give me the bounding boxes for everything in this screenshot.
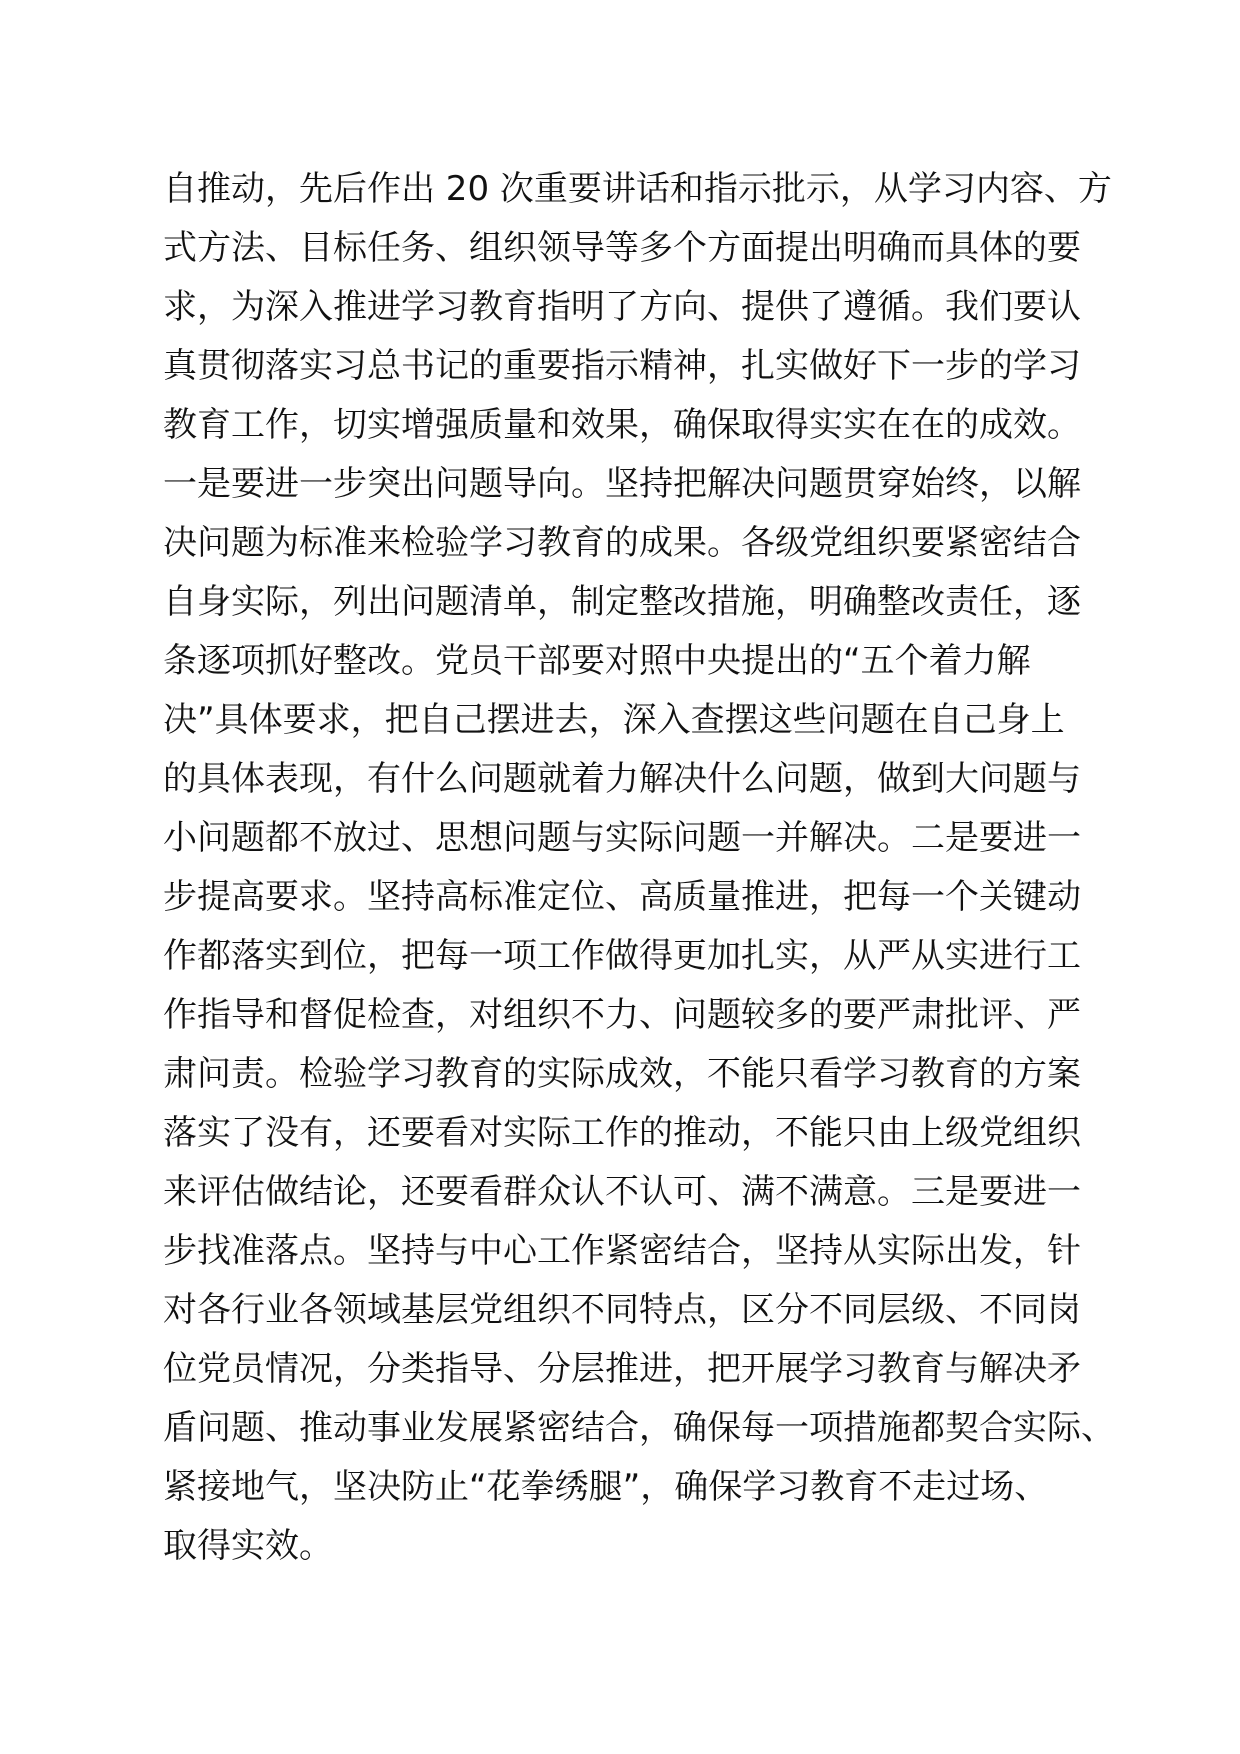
text-line: 的具体表现，有什么问题就着力解决什么问题，做到大问题与 (163, 759, 1081, 799)
text-line: 步找准落点。坚持与中心工作紧密结合，坚持从实际出发，针 (163, 1231, 1081, 1271)
text-line: 一是要进一步突出问题导向。坚持把解决问题贯穿始终，以解 (163, 464, 1081, 504)
text-line: 取得实效。 (163, 1526, 333, 1566)
text-line: 求，为深入推进学习教育指明了方向、提供了遵循。我们要认 (163, 287, 1081, 327)
text-line: 自推动，先后作出 20 次重要讲话和指示批示，从学习内容、方 (163, 169, 1112, 209)
text-line: 紧接地气，坚决防止“花拳绣腿”，确保学习教育不走过场、 (163, 1467, 1049, 1507)
text-line: 教育工作，切实增强质量和效果，确保取得实实在在的成效。 (163, 405, 1081, 445)
text-line: 小问题都不放过、思想问题与实际问题一并解决。二是要进一 (163, 818, 1081, 858)
document-body (163, 160, 1115, 1576)
text-line: 条逐项抓好整改。党员干部要对照中央提出的“五个着力解 (163, 641, 1031, 681)
text-line: 决”具体要求，把自己摆进去，深入查摆这些问题在自己身上 (163, 700, 1065, 740)
text-line: 作指导和督促检查，对组织不力、问题较多的要严肃批评、严 (163, 995, 1081, 1035)
text-line: 作都落实到位，把每一项工作做得更加扎实，从严从实进行工 (163, 936, 1081, 976)
text-line: 来评估做结论，还要看群众认不认可、满不满意。三是要进一 (163, 1172, 1081, 1212)
text-line: 对各行业各领域基层党组织不同特点，区分不同层级、不同岗 (163, 1290, 1081, 1330)
text-line: 步提高要求。坚持高标准定位、高质量推进，把每一个关键动 (163, 877, 1081, 917)
text-line: 位党员情况，分类指导、分层推进，把开展学习教育与解决矛 (163, 1349, 1081, 1389)
text-line: 落实了没有，还要看对实际工作的推动，不能只由上级党组织 (163, 1113, 1081, 1153)
text-line: 肃问责。检验学习教育的实际成效，不能只看学习教育的方案 (163, 1054, 1081, 1094)
text-line: 自身实际，列出问题清单，制定整改措施，明确整改责任，逐 (163, 582, 1081, 622)
text-line: 决问题为标准来检验学习教育的成果。各级党组织要紧密结合 (163, 523, 1081, 563)
text-line: 式方法、目标任务、组织领导等多个方面提出明确而具体的要 (163, 228, 1081, 268)
text-line: 盾问题、推动事业发展紧密结合，确保每一项措施都契合实际、 (163, 1408, 1115, 1448)
text-line: 真贯彻落实习总书记的重要指示精神，扎实做好下一步的学习 (163, 346, 1081, 386)
